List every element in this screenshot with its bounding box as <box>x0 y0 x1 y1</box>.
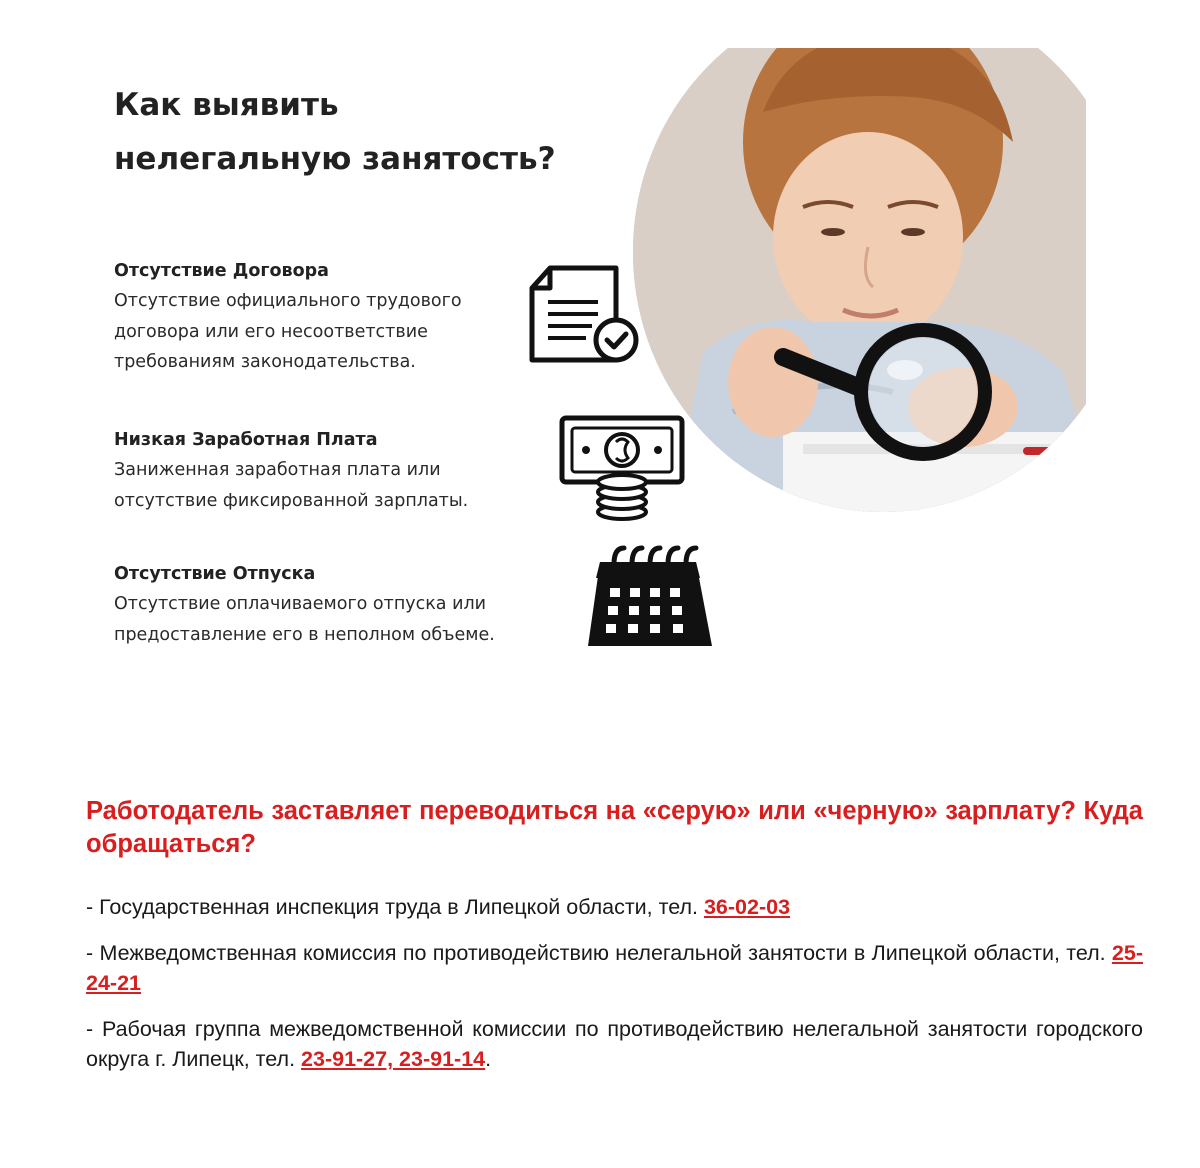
contact-labor-inspection <box>86 892 1143 922</box>
section-text-line: отсутствие фиксированной зарплаты. <box>114 490 469 511</box>
section-heading: Отсутствие Договора <box>114 261 329 281</box>
contract-document-icon <box>528 264 643 376</box>
infographic-title <box>114 78 556 186</box>
contact-tail: . <box>485 1047 492 1071</box>
contact-working-group <box>86 1014 1143 1074</box>
photo-illustration <box>633 48 1086 512</box>
infographic <box>88 48 1086 670</box>
section-text-line: Заниженная заработная плата или <box>114 460 441 480</box>
section-text-line: предоставление его в неполном объеме. <box>114 624 495 645</box>
woman-magnifying-glass-photo <box>633 48 1086 512</box>
contact-text: - Рабочая группа межведомственной комиссии по противодействию нелегальной занятости городского округа г. Липецк, тел. <box>86 1017 1143 1071</box>
section-heading: Низкая Заработная Плата <box>114 430 378 450</box>
section-low-salary <box>114 425 554 516</box>
money-coins-icon <box>558 414 688 524</box>
calendar-icon <box>584 542 716 654</box>
contact-interdepartmental-commission <box>86 938 1143 998</box>
contact-text: - Межведомственная комиссия по противодействию нелегальной занятости в Липецкой области, тел. <box>86 941 1112 965</box>
title-line-1: Как выявить <box>114 87 339 123</box>
phone-link[interactable]: 36-02-03 <box>703 895 791 919</box>
section-text-line: Отсутствие официального трудового <box>114 291 462 311</box>
section-no-vacation <box>114 559 554 650</box>
section-text-line: Отсутствие оплачиваемого отпуска или <box>114 594 487 614</box>
section-no-contract <box>114 256 554 378</box>
section-text-line: требованиям законодательства. <box>114 352 416 372</box>
contact-text: - Государственная инспекция труда в Липецкой области, тел. <box>86 895 704 919</box>
title-line-2: нелегальную занятость? <box>114 141 556 177</box>
section-text-line: договора или его несоответствие <box>114 321 428 342</box>
phone-link[interactable]: 23-91-27, 23-91-14 <box>301 1047 486 1071</box>
section-heading: Отсутствие Отпуска <box>114 564 316 584</box>
question-heading: Работодатель заставляет переводиться на «серую» или «черную» зарплату? Куда обращаться? <box>86 797 1143 858</box>
phone-link[interactable]: 25-24-21 <box>86 941 1143 995</box>
